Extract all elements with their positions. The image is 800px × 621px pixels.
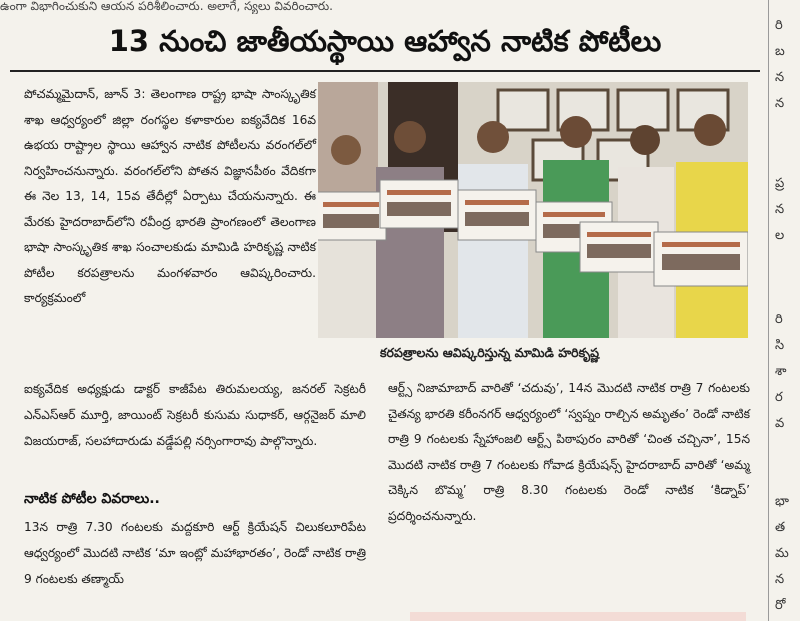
clipped-previous-article-text: ఉంగా విభాగించుకుని ఆయన పరిశీలించారు. అలాగే, స్యలు వివరించారు.: [0, 0, 333, 13]
column-fragment: రో: [775, 598, 786, 613]
column-fragment: త: [775, 520, 786, 535]
next-article-band: [410, 612, 746, 621]
article-paragraph-participants: ఐక్యవేదిక అధ్యక్షుడు డాక్టర్‌ కాజీపేట తిరుమలయ్య, జనరల్‌ సెక్రటరీ ఎన్‌ఎస్‌ఆర్‌ మూర్తి, జాయింట్‌ సెక్రటరీ కుసుమ సుధాకర్‌, ఆర్గనైజర్‌ మాలి విజయరాజ్‌, సలహాదారుడు వడ్డేపల్లి నర్సింగారావు పాల్గొన్నారు.: [24, 382, 366, 448]
column-fragment: భా: [775, 494, 789, 509]
pamphlet: [580, 222, 658, 272]
article-paragraph-schedule-1: 13న రాత్రి 7.30 గంటలకు మద్దకూరి ఆర్ట్‌ క్రియేషన్‌ చిలుకలూరిపేట ఆధ్వర్యంలో మొదటి నాటిక ‘మా ఇంట్లో మహాభారతం’, రెండో నాటిక రాత్రి 9 గంటలకు తణ్మాయ్‌: [24, 520, 366, 586]
adjacent-column-fragments: [768, 0, 800, 621]
column-fragment: న: [775, 70, 785, 85]
pamphlet: [458, 190, 536, 240]
section-subheading: నాటిక పోటీల వివరాలు..: [24, 491, 160, 507]
column-fragment: రి: [775, 18, 783, 33]
photo-caption: కరపత్రాలను ఆవిష్కరిస్తున్న మామిడి హరికృష్ణ: [380, 345, 600, 360]
column-fragment: ప్ర: [775, 176, 785, 191]
article-headline: 13 నుంచి జాతీయస్థాయి ఆహ్వాన నాటిక పోటీలు: [108, 24, 662, 58]
pamphlet: [318, 192, 386, 240]
column-fragment: న: [775, 96, 785, 111]
news-photo: [318, 82, 748, 338]
column-fragment: సి: [775, 338, 785, 353]
headline-rule: [10, 70, 760, 72]
column-fragment: ర: [775, 390, 783, 405]
column-fragment: ల: [775, 228, 785, 243]
column-fragment: బ: [775, 44, 785, 59]
column-fragment: న: [775, 202, 785, 217]
pamphlet: [654, 232, 748, 286]
column-fragment: న: [775, 572, 785, 587]
column-fragment: రి: [775, 312, 783, 327]
column-fragment: శా: [775, 364, 787, 379]
column-fragment: మ: [775, 546, 789, 561]
pamphlet: [380, 180, 458, 228]
article-paragraph-intro: పోచమ్మమైదాన్‌, జూన్‌ 3: తెలంగాణ రాష్ట్ర భాషా సాంస్కృతిక శాఖ ఆధ్వర్యంలో జిల్లా రంగస్థల కళాకారుల ఐక్యవేదిక 16వ ఉభయ రాష్ట్రాల స్థాయి ఆహ్వాన నాటిక పోటీలను వరంగల్‌లో నిర్వహించనున్నారు. వరంగల్‌లోని పోతన విజ్ఞానపీఠం వేదికగా ఈ నెల 13, 14, 15వ తేదీల్లో ఏర్పాటు చేయనున్నారు. ఈ మేరకు హైదరాబాద్‌లోని రవీంద్ర భారతి ప్రాంగణంలో తెలంగాణ భాషా సాంస్కృతిక శాఖ సంచాలకుడు మామిడి హరికృష్ణ నాటిక పోటీల కరపత్రాలను మంగళవారం ఆవిష్కరించారు. కార్యక్రమంలో: [24, 87, 316, 305]
photo-illustration: [318, 82, 748, 338]
article-paragraph-schedule-2: ఆర్ట్స్‌ నిజామాబాద్‌ వారితో ‘చదువు’, 14న మొదటి నాటిక రాత్రి 7 గంటలకు చైతన్య భారతి కరీంనగర్‌ ఆధ్వర్యంలో ‘స్వప్నం రాల్చిన అమృతం’ రెండో నాటిక రాత్రి 9 గంటలకు స్నేహాంజలి ఆర్ట్స్‌ పిఠాపురం వారితో ‘చింత చచ్చినా’, 15న మొదటి నాటిక రాత్రి 7 గంటలకు గోవాడ క్రియేషన్స్‌ హైదరాబాద్‌ వారితో ‘అమ్మ చెక్కిన బొమ్మ’ రాత్రి 8.30 గంటలకు రెండో నాటిక ‘కిడ్నాప్‌’ ప్రదర్శించనున్నారు.: [388, 381, 750, 523]
column-fragment: వ: [775, 416, 785, 431]
